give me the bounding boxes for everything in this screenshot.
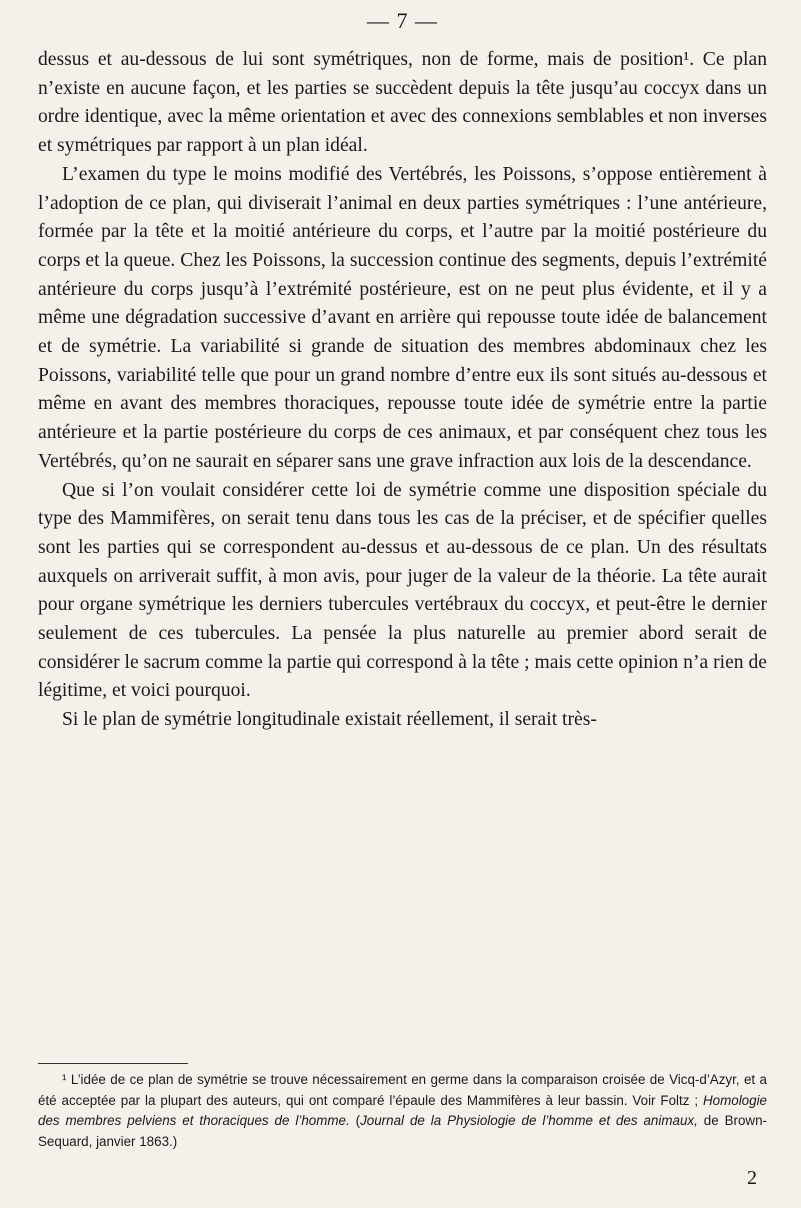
paragraph: L’examen du type le moins modifié des Vertébrés, les Poissons, s’oppose entièrement à l’adoption de ce plan, qui diviserait l’animal en deux parties symétriques : l’une antérieure, formée par la tête et la moitié antérieure du corps, et l’autre par la moitié postérieure du corps et la queue. Chez les Poissons, la succession continue des segments, depuis l’extrémité antérieure du corps jusqu’à l’extrémité postérieure, est on ne peut plus évidente, et il y a même une dégradation successive d’avant en arrière qui repousse toute idée de balancement et de symétrie. La variabilité si grande de situation des membres abdominaux chez les Poissons, variabilité telle que pour un grand nombre d’entre eux ils sont situés au-dessous et même en avant des membres thoraciques, repousse toute idée de symétrie entre la partie antérieure et la partie postérieure du corps de ces animaux, et par conséquent chez tous les Vertébrés, qu’on ne saurait en séparer sans une grave infraction aux lois de la descendance. — [38, 163, 767, 472]
paragraph: Si le plan de symétrie longitudinale existait réellement, il serait très- — [62, 709, 597, 731]
footnote-rule — [38, 1063, 188, 1064]
page-number: — 7 — — [367, 8, 438, 33]
book-page — [38, 0, 767, 1208]
paragraph: Que si l’on voulait considérer cette loi de symétrie comme une disposition spéciale du type des Mammifères, on serait tenu dans tous les cas de la préciser, et de spécifier quelles sont les parties qui se correspondent au-dessus et au-dessous de ce plan. Un des résultats auxquels on arriverait suffit, à mon avis, pour juger de la valeur de la théorie. La tête aurait pour organe symétrique les derniers tubercules vertébraux du coccyx, et peut-être le dernier seulement de ces tubercules. La pensée la plus naturelle au premier abord serait de considérer le sacrum comme la partie qui correspond à la tête ; mais cette opinion n’a rien de légitime, et voici pourquoi. — [38, 479, 767, 702]
footnote-text-after: de Brown-Sequard, janvier 1863.) — [38, 1113, 767, 1149]
paragraph: dessus et au-dessous de lui sont symétriques, non de forme, mais de position¹. Ce plan n’existe en aucune façon, et les parties se succèdent depuis la tête jusqu’au coccyx dans un ordre identique, avec la même orientation et avec des connexions semblables et non inverses et symétriques par rapport à un plan idéal. — [38, 49, 767, 157]
footnote-text-before: ¹ L’idée de ce plan de symétrie se trouve nécessairement en germe dans la comparaison croisée de Vicq-d’Azyr, et a été acceptée par la plupart des auteurs, qui ont comparé l’épaule des Mammifères à leur bassin. Voir Foltz ; — [38, 1072, 767, 1108]
footnote-journal: Journal de la Physiologie de l’homme et des animaux, — [360, 1113, 698, 1128]
body-text — [38, 46, 767, 735]
footnote — [38, 1070, 767, 1152]
footnote-text — [38, 1070, 767, 1152]
signature-mark: 2 — [747, 1167, 757, 1189]
footnote-text-middle: ( — [349, 1113, 361, 1128]
footnote-title: Homologie des membres pelviens et thoraciques de l’homme. — [38, 1092, 767, 1128]
